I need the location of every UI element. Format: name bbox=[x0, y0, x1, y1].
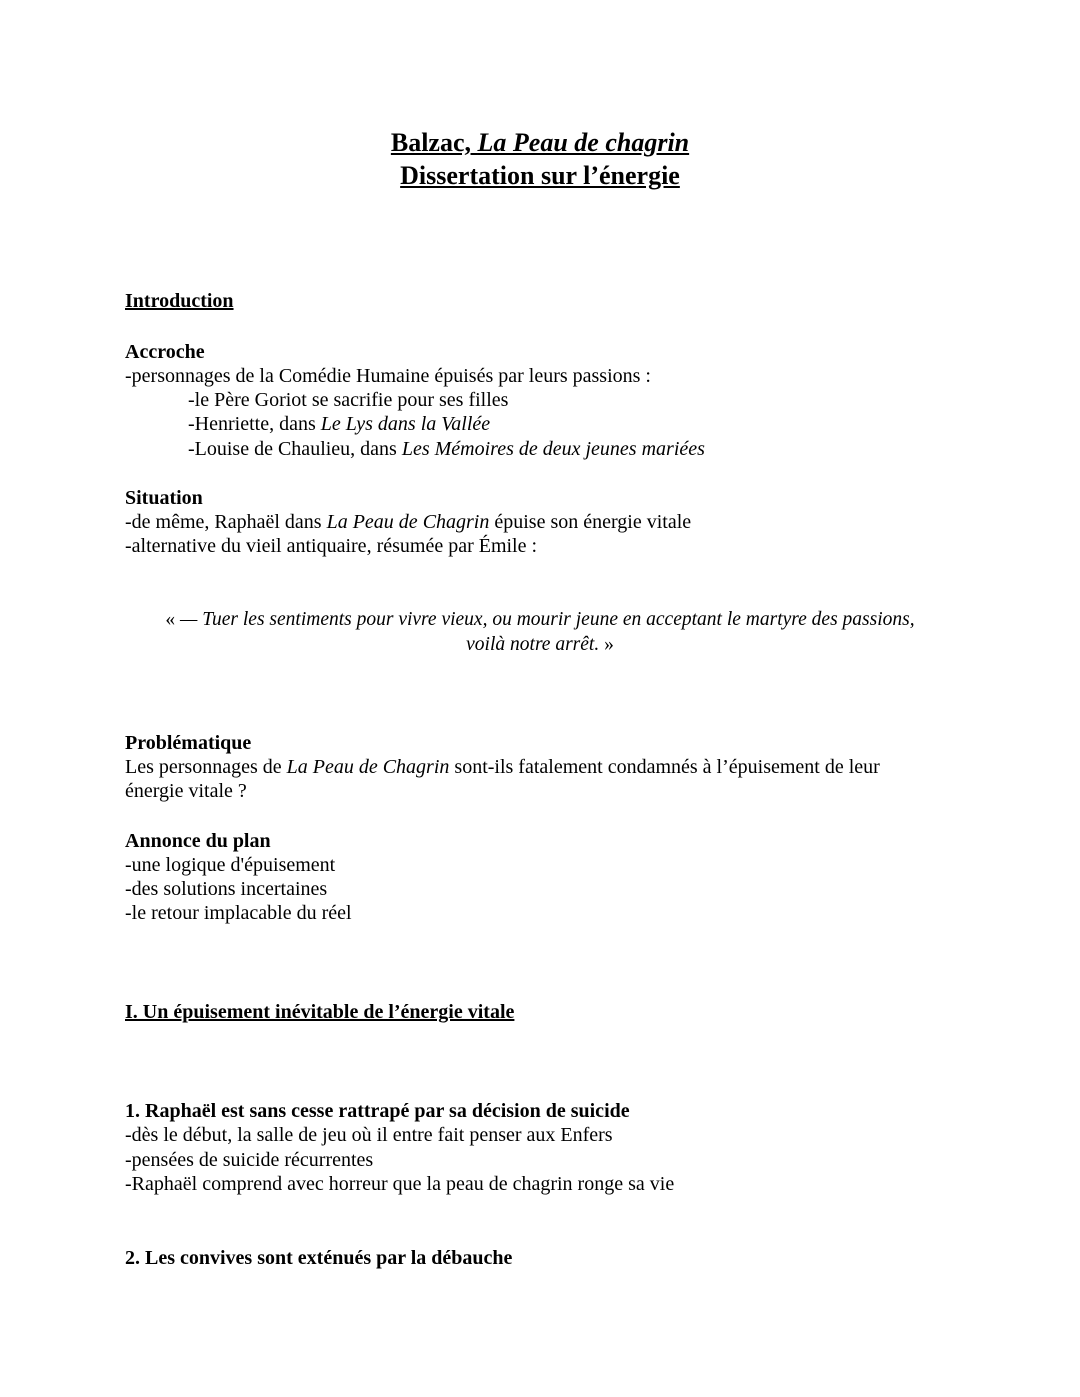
accroche-heading: Accroche bbox=[125, 341, 205, 363]
title-line-2: Dissertation sur l’énergie bbox=[400, 161, 680, 190]
situation-line: -alternative du vieil antiquaire, résumée par Émile : bbox=[125, 535, 538, 557]
part1-sub1-item: -Raphaël comprend avec horreur que la peau de chagrin ronge sa vie bbox=[125, 1173, 675, 1195]
plan-item: -des solutions incertaines bbox=[125, 878, 328, 900]
part1-sub2-heading: 2. Les convives sont exténués par la débauche bbox=[125, 1247, 513, 1269]
part1-sub1-item: -dès le début, la salle de jeu où il entre fait penser aux Enfers bbox=[125, 1124, 613, 1146]
document-title bbox=[0, 126, 1080, 192]
title-work: La Peau de chagrin bbox=[477, 128, 690, 157]
problematique-line: énergie vitale ? bbox=[125, 780, 247, 802]
plan-item: -une logique d'épuisement bbox=[125, 854, 336, 876]
accroche-item: -Louise de Chaulieu, dans Les Mémoires de deux jeunes mariées bbox=[188, 438, 705, 460]
problematique-line: Les personnages de La Peau de Chagrin sont-ils fatalement condamnés à l’épuisement de leur bbox=[125, 756, 880, 778]
part1-sub1-item: -pensées de suicide récurrentes bbox=[125, 1149, 374, 1171]
problematique-heading: Problématique bbox=[125, 732, 252, 754]
quote-line-1: « — Tuer les sentiments pour vivre vieux, ou mourir jeune en acceptant le martyre des passions, bbox=[165, 609, 915, 630]
accroche-item: -le Père Goriot se sacrifie pour ses filles bbox=[188, 389, 509, 411]
situation-heading: Situation bbox=[125, 487, 203, 509]
quote-line-2: voilà notre arrêt. » bbox=[466, 633, 614, 655]
accroche-lead: -personnages de la Comédie Humaine épuisés par leurs passions : bbox=[125, 365, 651, 387]
part1-sub1-heading: 1. Raphaël est sans cesse rattrapé par sa décision de suicide bbox=[125, 1100, 630, 1122]
plan-item: -le retour implacable du réel bbox=[125, 902, 352, 924]
part1-heading: I. Un épuisement inévitable de l’énergie vitale bbox=[125, 1001, 515, 1023]
title-line-1: Balzac, La Peau de chagrin bbox=[390, 128, 690, 157]
accroche-item: -Henriette, dans Le Lys dans la Vallée bbox=[188, 413, 491, 435]
quotation bbox=[100, 608, 980, 657]
introduction-heading: Introduction bbox=[125, 290, 234, 312]
situation-line: -de même, Raphaël dans La Peau de Chagrin épuise son énergie vitale bbox=[125, 511, 692, 533]
plan-heading: Annonce du plan bbox=[125, 830, 271, 852]
